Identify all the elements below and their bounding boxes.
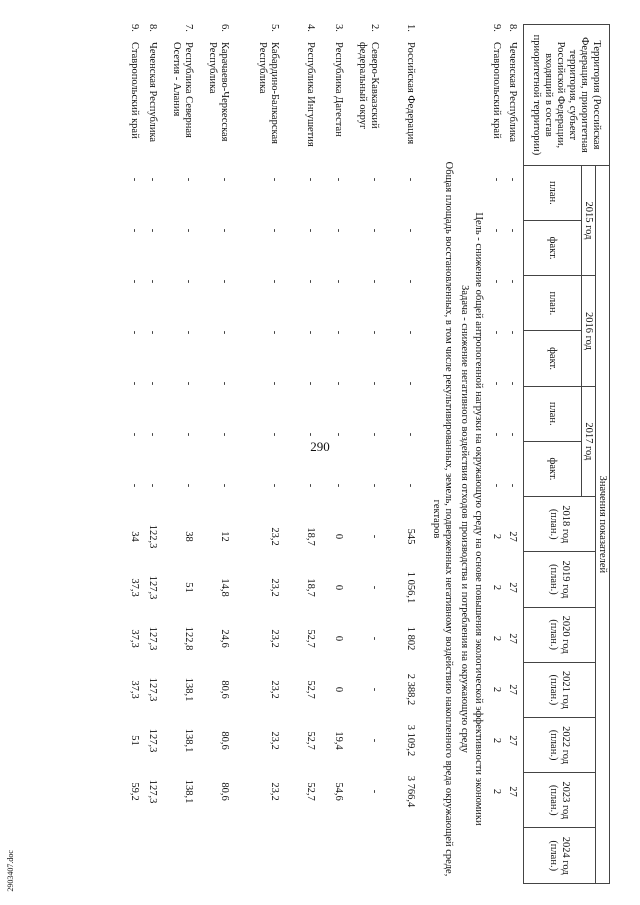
sub-header: план. — [524, 165, 582, 220]
territory-header: Территория (Российская Федерация, приоритетная территория, субъект Российской Федерации, входящий в состав приоритетной территории) — [524, 25, 610, 166]
plan-year-header: 2022 год (план.) — [524, 717, 596, 772]
row-number: 2. — [369, 24, 380, 32]
table-cell: - — [333, 228, 344, 233]
table-cell: 138,1 — [183, 779, 194, 804]
table-cell: - — [129, 432, 140, 437]
table-cell: - — [183, 279, 194, 284]
table-cell: - — [147, 432, 158, 437]
table-cell: - — [369, 636, 380, 641]
table-cell: - — [333, 177, 344, 182]
table-cell: - — [183, 330, 194, 335]
table-cell: - — [333, 381, 344, 386]
table-row — [316, 24, 346, 884]
table-cell: 54,6 — [333, 782, 344, 801]
table-cell: - — [183, 228, 194, 233]
table-cell: - — [147, 483, 158, 488]
table-cell: 3 766,4 — [405, 775, 416, 808]
table-cell: - — [405, 330, 416, 335]
table-cell: - — [305, 279, 316, 284]
table-cell: 2 — [491, 533, 502, 540]
table-cell: 2 — [491, 788, 502, 795]
table-cell: 34 — [129, 531, 140, 542]
table-cell: - — [269, 381, 280, 386]
table-cell: 2 — [491, 635, 502, 642]
row-number: 6. — [219, 24, 230, 32]
row-territory: Северо-Кавказский федеральный округ — [357, 42, 380, 130]
table-cell: - — [147, 279, 158, 284]
table-cell: - — [369, 177, 380, 182]
table-cell: - — [491, 432, 502, 437]
table-cell: - — [219, 279, 230, 284]
table-cell: 80,6 — [219, 731, 230, 750]
sub-header: план. — [524, 386, 582, 441]
table-cell: 127,3 — [147, 779, 158, 804]
table-cell: 127,3 — [147, 728, 158, 753]
plan-year-header: 2023 год (план.) — [524, 773, 596, 828]
table-cell: - — [269, 228, 280, 233]
table-cell: 52,7 — [305, 680, 316, 699]
row-number: 3. — [333, 24, 344, 32]
table-row — [288, 24, 318, 884]
row-territory: Российская Федерация — [405, 42, 416, 145]
table-cell: 27 — [507, 684, 518, 695]
table-cell: - — [333, 330, 344, 335]
table-cell: - — [369, 483, 380, 488]
table-cell: - — [129, 177, 140, 182]
table-cell: 80,6 — [219, 782, 230, 801]
table-cell: 0 — [333, 635, 344, 642]
table-cell: 51 — [129, 735, 140, 746]
rotated-page — [30, 24, 610, 904]
table-cell: - — [507, 381, 518, 386]
table-cell: 2 — [491, 737, 502, 744]
table-cell: - — [507, 228, 518, 233]
table-cell: - — [305, 483, 316, 488]
table-cell: - — [405, 228, 416, 233]
table-cell: - — [305, 330, 316, 335]
table-row — [252, 24, 282, 884]
table-cell: 1 056,1 — [405, 571, 416, 604]
table-cell: - — [369, 738, 380, 743]
table-cell: - — [183, 432, 194, 437]
table-cell: 24,6 — [219, 629, 230, 648]
row-territory: Ставропольский край — [129, 42, 140, 139]
table-cell: - — [405, 279, 416, 284]
table-cell: - — [269, 177, 280, 182]
table-cell: 3 109,2 — [405, 724, 416, 757]
table-cell: - — [369, 789, 380, 794]
table-cell: 27 — [507, 786, 518, 797]
table-cell: 127,3 — [147, 677, 158, 702]
table-cell: - — [269, 279, 280, 284]
year-header: 2017 год — [582, 386, 596, 496]
sub-header: факт. — [524, 221, 582, 276]
table-cell: 12 — [219, 531, 230, 542]
row-number: 4. — [305, 24, 316, 32]
table-cell: - — [507, 279, 518, 284]
table-cell: 80,6 — [219, 680, 230, 699]
plan-year-header: 2019 год (план.) — [524, 552, 596, 607]
table-row — [202, 24, 232, 884]
table-cell: - — [507, 330, 518, 335]
row-territory: Кабардино-Балкарская Республика — [257, 42, 280, 144]
row-number: 8. — [507, 24, 518, 32]
table-cell: 23,2 — [269, 680, 280, 699]
sub-header: факт. — [524, 331, 582, 386]
table-cell: 23,2 — [269, 527, 280, 546]
row-territory: Республика Дагестан — [333, 42, 344, 137]
table-cell: - — [507, 177, 518, 182]
table-cell: 37,3 — [129, 629, 140, 648]
row-number: 8. — [147, 24, 158, 32]
table-cell: - — [147, 330, 158, 335]
table-cell: 18,7 — [305, 527, 316, 546]
table-cell: - — [219, 228, 230, 233]
plan-year-header: 2020 год (план.) — [524, 607, 596, 662]
page-number: 290 — [310, 439, 330, 454]
table-cell: - — [269, 483, 280, 488]
table-cell: - — [491, 279, 502, 284]
header-table — [523, 24, 610, 884]
goal-text: Цель - снижение общей антропогенной нагрузки на окружающую среду на основе повышения экологической эффективности экономики — [473, 212, 484, 826]
table-cell: - — [129, 228, 140, 233]
table-cell: 37,3 — [129, 680, 140, 699]
table-cell: - — [183, 381, 194, 386]
table-cell: - — [369, 585, 380, 590]
table-cell: - — [405, 177, 416, 182]
row-number: 1. — [405, 24, 416, 32]
row-number: 9. — [491, 24, 502, 32]
table-cell: - — [405, 483, 416, 488]
table-cell: - — [183, 483, 194, 488]
table-cell: - — [369, 330, 380, 335]
table-cell: 27 — [507, 582, 518, 593]
table-cell: - — [491, 330, 502, 335]
table-cell: - — [147, 381, 158, 386]
table-cell: - — [405, 381, 416, 386]
indicator-text: Общая площадь восстановленных, в том числе рекультивированных, земель, подверженных негативному воздействию накопленного вреда окружающей среде, гектаров — [431, 161, 454, 877]
table-cell: 19,4 — [333, 731, 344, 750]
table-cell: 51 — [183, 582, 194, 593]
table-cell: 52,7 — [305, 629, 316, 648]
table-cell: 545 — [405, 528, 416, 545]
table-cell: - — [219, 177, 230, 182]
table-cell: 0 — [333, 533, 344, 540]
table-cell: - — [507, 483, 518, 488]
table-cell: 23,2 — [269, 731, 280, 750]
table-cell: 127,3 — [147, 575, 158, 600]
table-cell: - — [369, 228, 380, 233]
row-number: 7. — [183, 24, 194, 32]
table-row — [166, 24, 196, 884]
table-cell: 27 — [507, 633, 518, 644]
table-cell: 52,7 — [305, 731, 316, 750]
table-cell: 138,1 — [183, 728, 194, 753]
table-cell: 2 — [491, 686, 502, 693]
table-cell: - — [491, 381, 502, 386]
table-cell: - — [147, 228, 158, 233]
table-cell: - — [147, 177, 158, 182]
table-cell: 2 388,2 — [405, 673, 416, 706]
table-cell: - — [369, 381, 380, 386]
table-cell: 1 802 — [405, 626, 416, 651]
table-cell: - — [129, 483, 140, 488]
table-cell: - — [219, 330, 230, 335]
table-cell: - — [183, 177, 194, 182]
row-territory: Республика Северная Осетия - Алания — [171, 42, 194, 138]
table-cell: - — [305, 228, 316, 233]
row-territory: Карачаево-Черкесская Республика — [207, 42, 230, 142]
table-cell: 2 — [491, 584, 502, 591]
table-cell: 27 — [507, 531, 518, 542]
plan-year-header: 2024 год (план.) — [524, 828, 596, 884]
table-cell: - — [333, 483, 344, 488]
table-cell: 122,8 — [183, 626, 194, 651]
table-cell: - — [129, 381, 140, 386]
table-cell: - — [219, 381, 230, 386]
table-cell: - — [507, 432, 518, 437]
table-cell: - — [305, 177, 316, 182]
table-cell: 38 — [183, 531, 194, 542]
table-cell: 37,3 — [129, 578, 140, 597]
document-code: 2903407.doc — [6, 850, 15, 892]
table-cell: 14,8 — [219, 578, 230, 597]
table-cell: 23,2 — [269, 578, 280, 597]
table-cell: - — [491, 177, 502, 182]
table-cell: 127,3 — [147, 626, 158, 651]
table-cell: - — [129, 330, 140, 335]
table-row — [352, 24, 382, 884]
table-cell: - — [369, 432, 380, 437]
row-territory: Республика Ингушетия — [305, 42, 316, 147]
table-cell: - — [219, 432, 230, 437]
table-cell: 122,3 — [147, 524, 158, 549]
table-cell: 52,7 — [305, 782, 316, 801]
plan-year-header: 2021 год (план.) — [524, 662, 596, 717]
table-cell: 138,1 — [183, 677, 194, 702]
table-row — [388, 24, 418, 884]
row-territory: Чеченская Республика — [507, 42, 518, 143]
table-cell: 0 — [333, 686, 344, 693]
table-cell: 0 — [333, 584, 344, 591]
table-cell: - — [219, 483, 230, 488]
table-cell: - — [369, 687, 380, 692]
row-territory: Чеченская Республика — [147, 42, 158, 143]
task-text: Задача - снижение негативного воздействия отходов производства и потребления на окружающую среду — [459, 285, 470, 753]
table-cell: - — [369, 279, 380, 284]
year-header: 2016 год — [582, 276, 596, 386]
table-cell: - — [333, 432, 344, 437]
table-cell: 27 — [507, 735, 518, 746]
table-cell: - — [333, 279, 344, 284]
table-row — [112, 24, 142, 884]
sub-header: план. — [524, 276, 582, 331]
values-header: Значения показателей — [596, 165, 610, 883]
table-cell: - — [369, 534, 380, 539]
table-cell: - — [269, 432, 280, 437]
table-cell: - — [269, 330, 280, 335]
table-cell: - — [405, 432, 416, 437]
table-cell: - — [491, 483, 502, 488]
table-cell: - — [129, 279, 140, 284]
table-cell: - — [491, 228, 502, 233]
table-cell: 18,7 — [305, 578, 316, 597]
row-number: 5. — [269, 24, 280, 32]
year-header: 2015 год — [582, 165, 596, 275]
table-cell: - — [305, 381, 316, 386]
row-territory: Ставропольский край — [491, 42, 502, 139]
table-cell: 59,2 — [129, 782, 140, 801]
row-number: 9. — [129, 24, 140, 32]
table-cell: 23,2 — [269, 629, 280, 648]
plan-year-header: 2018 год (план.) — [524, 497, 596, 552]
table-cell: - — [305, 432, 316, 437]
table-cell: 23,2 — [269, 782, 280, 801]
sub-header: факт. — [524, 441, 582, 496]
